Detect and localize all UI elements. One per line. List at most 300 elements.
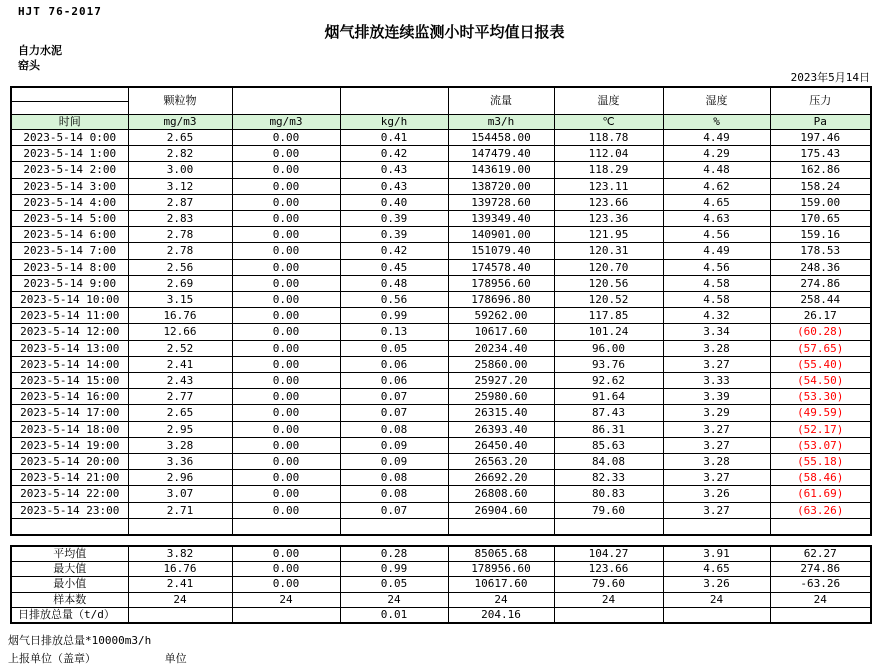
value-cell: 0.00: [232, 259, 340, 275]
value-cell: 0.42: [340, 243, 448, 259]
value-cell: 0.43: [340, 178, 448, 194]
summary-value: 0.99: [340, 562, 448, 577]
value-cell: 85.63: [554, 437, 663, 453]
value-cell: 0.00: [232, 324, 340, 340]
summary-value: 204.16: [448, 607, 554, 623]
value-cell: 2.77: [128, 389, 232, 405]
value-cell: 117.85: [554, 308, 663, 324]
value-cell: 87.43: [554, 405, 663, 421]
value-cell: 3.34: [663, 324, 770, 340]
value-cell: 4.62: [663, 178, 770, 194]
empty-cell: [128, 518, 232, 535]
value-cell: 3.15: [128, 292, 232, 308]
time-cell: 2023-5-14 22:00: [11, 486, 128, 502]
table-row: [11, 356, 871, 372]
value-cell: 0.09: [340, 437, 448, 453]
summary-value: 0.00: [232, 562, 340, 577]
summary-value: 10617.60: [448, 577, 554, 592]
value-cell: 2.71: [128, 502, 232, 518]
value-cell: 175.43: [770, 146, 871, 162]
time-cell: 2023-5-14 10:00: [11, 292, 128, 308]
value-cell: 118.78: [554, 130, 663, 146]
value-cell: 59262.00: [448, 308, 554, 324]
summary-value: 24: [128, 592, 232, 607]
main-table-body: [11, 130, 871, 536]
value-cell: 123.66: [554, 194, 663, 210]
value-cell: 3.39: [663, 389, 770, 405]
value-cell: 2.52: [128, 340, 232, 356]
value-cell: 25980.60: [448, 389, 554, 405]
table-row: [11, 486, 871, 502]
value-cell: 178696.80: [448, 292, 554, 308]
unit-cell: mg/m3: [128, 115, 232, 130]
time-cell: 2023-5-14 14:00: [11, 356, 128, 372]
table-row: [11, 308, 871, 324]
header-group-cell: 湿度: [663, 87, 770, 115]
value-cell: 274.86: [770, 275, 871, 291]
value-cell: 86.31: [554, 421, 663, 437]
empty-cell: [770, 518, 871, 535]
time-cell: 2023-5-14 23:00: [11, 502, 128, 518]
table-row: [11, 259, 871, 275]
value-cell: 140901.00: [448, 227, 554, 243]
value-cell: 143619.00: [448, 162, 554, 178]
summary-value: 3.82: [128, 546, 232, 562]
value-cell: 0.07: [340, 405, 448, 421]
time-cell: 2023-5-14 18:00: [11, 421, 128, 437]
time-cell: 2023-5-14 9:00: [11, 275, 128, 291]
summary-value: [663, 607, 770, 623]
value-cell: 0.08: [340, 421, 448, 437]
summary-value: 0.00: [232, 577, 340, 592]
summary-table-body: [11, 546, 871, 623]
value-cell: 0.13: [340, 324, 448, 340]
value-cell: (49.59): [770, 405, 871, 421]
summary-value: 123.66: [554, 562, 663, 577]
summary-value: [554, 607, 663, 623]
time-header-cell: 时间: [11, 115, 128, 130]
value-cell: 2.87: [128, 194, 232, 210]
value-cell: 3.27: [663, 356, 770, 372]
value-cell: 0.06: [340, 373, 448, 389]
value-cell: 139728.60: [448, 194, 554, 210]
value-cell: 120.56: [554, 275, 663, 291]
value-cell: 120.31: [554, 243, 663, 259]
summary-value: 3.91: [663, 546, 770, 562]
summary-value: [232, 607, 340, 623]
summary-value: 24: [663, 592, 770, 607]
value-cell: 0.00: [232, 421, 340, 437]
unit-cell: kg/h: [340, 115, 448, 130]
value-cell: 3.12: [128, 178, 232, 194]
value-cell: (58.46): [770, 470, 871, 486]
value-cell: 0.00: [232, 470, 340, 486]
table-row: [11, 243, 871, 259]
unit-label: 单位: [164, 652, 187, 666]
summary-label: 样本数: [11, 592, 128, 607]
value-cell: (53.30): [770, 389, 871, 405]
summary-value: 0.00: [232, 546, 340, 562]
summary-value: 24: [554, 592, 663, 607]
value-cell: 0.08: [340, 470, 448, 486]
time-cell: 2023-5-14 8:00: [11, 259, 128, 275]
time-cell: 2023-5-14 1:00: [11, 146, 128, 162]
value-cell: 0.48: [340, 275, 448, 291]
value-cell: 0.00: [232, 275, 340, 291]
value-cell: (54.50): [770, 373, 871, 389]
value-cell: 159.16: [770, 227, 871, 243]
value-cell: 2.78: [128, 227, 232, 243]
value-cell: 0.00: [232, 502, 340, 518]
table-row: [11, 211, 871, 227]
header-group-cell: [340, 87, 448, 115]
time-cell: 2023-5-14 6:00: [11, 227, 128, 243]
value-cell: 3.27: [663, 502, 770, 518]
value-cell: 0.00: [232, 340, 340, 356]
value-cell: 3.29: [663, 405, 770, 421]
value-cell: 0.42: [340, 146, 448, 162]
stamp-label: 上报单位（盖章）: [8, 652, 96, 666]
value-cell: 3.07: [128, 486, 232, 502]
summary-value: 85065.68: [448, 546, 554, 562]
value-cell: 84.08: [554, 454, 663, 470]
value-cell: 0.00: [232, 146, 340, 162]
value-cell: 79.60: [554, 502, 663, 518]
value-cell: 3.28: [663, 454, 770, 470]
value-cell: 2.82: [128, 146, 232, 162]
value-cell: 0.45: [340, 259, 448, 275]
report-date: 2023年5月14日: [790, 71, 870, 84]
time-cell: 2023-5-14 3:00: [11, 178, 128, 194]
value-cell: 26904.60: [448, 502, 554, 518]
value-cell: 158.24: [770, 178, 871, 194]
table-row: [11, 454, 871, 470]
time-cell: 2023-5-14 16:00: [11, 389, 128, 405]
time-cell: 2023-5-14 19:00: [11, 437, 128, 453]
summary-value: 3.26: [663, 577, 770, 592]
value-cell: 0.00: [232, 130, 340, 146]
value-cell: 0.39: [340, 211, 448, 227]
summary-label: 最大值: [11, 562, 128, 577]
footer-note: 烟气日排放总量*10000m3/h: [8, 634, 152, 648]
value-cell: 120.70: [554, 259, 663, 275]
value-cell: 0.00: [232, 227, 340, 243]
value-cell: 25860.00: [448, 356, 554, 372]
summary-value: [770, 607, 871, 623]
summary-row: [11, 562, 871, 577]
value-cell: 138720.00: [448, 178, 554, 194]
value-cell: 0.07: [340, 502, 448, 518]
time-cell: 2023-5-14 15:00: [11, 373, 128, 389]
value-cell: 151079.40: [448, 243, 554, 259]
value-cell: 170.65: [770, 211, 871, 227]
value-cell: 0.00: [232, 437, 340, 453]
summary-value: 0.28: [340, 546, 448, 562]
value-cell: 174578.40: [448, 259, 554, 275]
value-cell: 10617.60: [448, 324, 554, 340]
table-row: [11, 130, 871, 146]
unit-cell: ℃: [554, 115, 663, 130]
time-cell: 2023-5-14 17:00: [11, 405, 128, 421]
time-cell: 2023-5-14 13:00: [11, 340, 128, 356]
empty-cell: [232, 518, 340, 535]
summary-label: 日排放总量（t/d）: [11, 607, 128, 623]
value-cell: (55.40): [770, 356, 871, 372]
empty-cell: [448, 518, 554, 535]
value-cell: 16.76: [128, 308, 232, 324]
unit-cell: Pa: [770, 115, 871, 130]
table-row: [11, 470, 871, 486]
empty-cell: [340, 518, 448, 535]
summary-value: 104.27: [554, 546, 663, 562]
table-row: [11, 194, 871, 210]
value-cell: 4.32: [663, 308, 770, 324]
page-header: [0, 0, 889, 86]
table-row: [11, 275, 871, 291]
value-cell: 91.64: [554, 389, 663, 405]
header-group-cell: 流量: [448, 87, 554, 115]
value-cell: 26393.40: [448, 421, 554, 437]
value-cell: 0.00: [232, 194, 340, 210]
summary-value: 24: [448, 592, 554, 607]
value-cell: 197.46: [770, 130, 871, 146]
header-group-cell: [232, 87, 340, 115]
value-cell: (57.65): [770, 340, 871, 356]
value-cell: 2.69: [128, 275, 232, 291]
main-table-header: [11, 87, 871, 130]
table-row: [11, 227, 871, 243]
value-cell: 2.83: [128, 211, 232, 227]
value-cell: 0.00: [232, 292, 340, 308]
value-cell: 120.52: [554, 292, 663, 308]
value-cell: 0.00: [232, 486, 340, 502]
time-cell: 2023-5-14 7:00: [11, 243, 128, 259]
value-cell: 248.36: [770, 259, 871, 275]
value-cell: 4.56: [663, 259, 770, 275]
value-cell: 0.00: [232, 211, 340, 227]
summary-value: 24: [340, 592, 448, 607]
value-cell: 3.33: [663, 373, 770, 389]
value-cell: 178.53: [770, 243, 871, 259]
time-cell: 2023-5-14 5:00: [11, 211, 128, 227]
summary-value: 0.05: [340, 577, 448, 592]
value-cell: 0.06: [340, 356, 448, 372]
value-cell: 26450.40: [448, 437, 554, 453]
summary-row: [11, 577, 871, 592]
time-cell: 2023-5-14 20:00: [11, 454, 128, 470]
value-cell: (52.17): [770, 421, 871, 437]
table-row: [11, 502, 871, 518]
value-cell: 26692.20: [448, 470, 554, 486]
value-cell: 26808.60: [448, 486, 554, 502]
value-cell: 26563.20: [448, 454, 554, 470]
summary-value: [128, 607, 232, 623]
time-cell: 2023-5-14 12:00: [11, 324, 128, 340]
value-cell: 3.28: [663, 340, 770, 356]
value-cell: 2.78: [128, 243, 232, 259]
company-name: 自力水泥: [18, 44, 62, 57]
value-cell: (60.28): [770, 324, 871, 340]
value-cell: 0.99: [340, 308, 448, 324]
value-cell: 3.27: [663, 470, 770, 486]
table-row: [11, 340, 871, 356]
value-cell: 0.00: [232, 373, 340, 389]
report-title: 烟气排放连续监测小时平均值日报表: [324, 23, 565, 41]
monitor-point-name: 窑头: [18, 59, 40, 72]
value-cell: 123.36: [554, 211, 663, 227]
value-cell: 162.86: [770, 162, 871, 178]
value-cell: 3.27: [663, 437, 770, 453]
value-cell: 2.56: [128, 259, 232, 275]
value-cell: 4.48: [663, 162, 770, 178]
unit-cell: %: [663, 115, 770, 130]
summary-value: 16.76: [128, 562, 232, 577]
value-cell: 112.04: [554, 146, 663, 162]
value-cell: 2.96: [128, 470, 232, 486]
value-cell: 0.43: [340, 162, 448, 178]
value-cell: 4.49: [663, 130, 770, 146]
value-cell: 93.76: [554, 356, 663, 372]
value-cell: 0.41: [340, 130, 448, 146]
value-cell: 0.00: [232, 389, 340, 405]
unit-cell: mg/m3: [232, 115, 340, 130]
table-row: [11, 162, 871, 178]
empty-row: [11, 518, 871, 535]
value-cell: (61.69): [770, 486, 871, 502]
value-cell: 123.11: [554, 178, 663, 194]
time-cell: 2023-5-14 0:00: [11, 130, 128, 146]
value-cell: (53.07): [770, 437, 871, 453]
header-group-cell: 温度: [554, 87, 663, 115]
value-cell: 0.00: [232, 356, 340, 372]
value-cell: 26.17: [770, 308, 871, 324]
value-cell: 2.43: [128, 373, 232, 389]
header-blank-top: [11, 87, 128, 101]
summary-value: 24: [770, 592, 871, 607]
value-cell: 4.29: [663, 146, 770, 162]
value-cell: 0.00: [232, 308, 340, 324]
summary-row: [11, 607, 871, 623]
table-row: [11, 146, 871, 162]
value-cell: 139349.40: [448, 211, 554, 227]
summary-table: [10, 545, 872, 624]
value-cell: 2.41: [128, 356, 232, 372]
standard-code: HJT 76-2017: [18, 5, 102, 18]
header-group-cell: 颗粒物: [128, 87, 232, 115]
value-cell: (55.18): [770, 454, 871, 470]
summary-value: -63.26: [770, 577, 871, 592]
value-cell: 4.58: [663, 275, 770, 291]
summary-value: 79.60: [554, 577, 663, 592]
value-cell: 25927.20: [448, 373, 554, 389]
summary-value: 24: [232, 592, 340, 607]
summary-label: 平均值: [11, 546, 128, 562]
value-cell: 2.95: [128, 421, 232, 437]
value-cell: 0.00: [232, 162, 340, 178]
time-cell: 2023-5-14 21:00: [11, 470, 128, 486]
value-cell: 159.00: [770, 194, 871, 210]
value-cell: 92.62: [554, 373, 663, 389]
value-cell: 0.00: [232, 243, 340, 259]
table-row: [11, 437, 871, 453]
value-cell: 20234.40: [448, 340, 554, 356]
value-cell: 3.26: [663, 486, 770, 502]
value-cell: 0.00: [232, 454, 340, 470]
table-row: [11, 373, 871, 389]
value-cell: 0.07: [340, 389, 448, 405]
value-cell: 3.36: [128, 454, 232, 470]
header-group-cell: 压力: [770, 87, 871, 115]
summary-value: 274.86: [770, 562, 871, 577]
table-row: [11, 292, 871, 308]
main-table: [10, 86, 872, 536]
summary-value: 62.27: [770, 546, 871, 562]
summary-value: 2.41: [128, 577, 232, 592]
summary-value: 178956.60: [448, 562, 554, 577]
header-group-row: [11, 87, 871, 101]
value-cell: 118.29: [554, 162, 663, 178]
value-cell: 4.49: [663, 243, 770, 259]
value-cell: 82.33: [554, 470, 663, 486]
summary-row: [11, 592, 871, 607]
value-cell: 0.08: [340, 486, 448, 502]
unit-cell: m3/h: [448, 115, 554, 130]
value-cell: 0.56: [340, 292, 448, 308]
value-cell: 178956.60: [448, 275, 554, 291]
value-cell: 12.66: [128, 324, 232, 340]
summary-row: [11, 546, 871, 562]
page-footer: [8, 632, 889, 666]
value-cell: 0.05: [340, 340, 448, 356]
value-cell: 3.00: [128, 162, 232, 178]
time-cell: 2023-5-14 2:00: [11, 162, 128, 178]
table-row: [11, 421, 871, 437]
value-cell: 0.00: [232, 405, 340, 421]
value-cell: 0.40: [340, 194, 448, 210]
value-cell: 96.00: [554, 340, 663, 356]
value-cell: 4.63: [663, 211, 770, 227]
value-cell: 26315.40: [448, 405, 554, 421]
header-blank-bottom: [11, 101, 128, 115]
value-cell: 0.39: [340, 227, 448, 243]
table-row: [11, 178, 871, 194]
table-row: [11, 324, 871, 340]
value-cell: 258.44: [770, 292, 871, 308]
empty-cell: [554, 518, 663, 535]
empty-cell: [11, 518, 128, 535]
value-cell: 4.58: [663, 292, 770, 308]
value-cell: 3.27: [663, 421, 770, 437]
time-cell: 2023-5-14 4:00: [11, 194, 128, 210]
summary-label: 最小值: [11, 577, 128, 592]
value-cell: 0.09: [340, 454, 448, 470]
summary-value: 0.01: [340, 607, 448, 623]
value-cell: 4.65: [663, 194, 770, 210]
value-cell: 147479.40: [448, 146, 554, 162]
value-cell: 0.00: [232, 178, 340, 194]
table-row: [11, 405, 871, 421]
table-row: [11, 389, 871, 405]
unit-row: [11, 115, 871, 130]
time-cell: 2023-5-14 11:00: [11, 308, 128, 324]
value-cell: 80.83: [554, 486, 663, 502]
value-cell: 101.24: [554, 324, 663, 340]
value-cell: 4.56: [663, 227, 770, 243]
value-cell: 2.65: [128, 130, 232, 146]
value-cell: 3.28: [128, 437, 232, 453]
value-cell: (63.26): [770, 502, 871, 518]
value-cell: 2.65: [128, 405, 232, 421]
